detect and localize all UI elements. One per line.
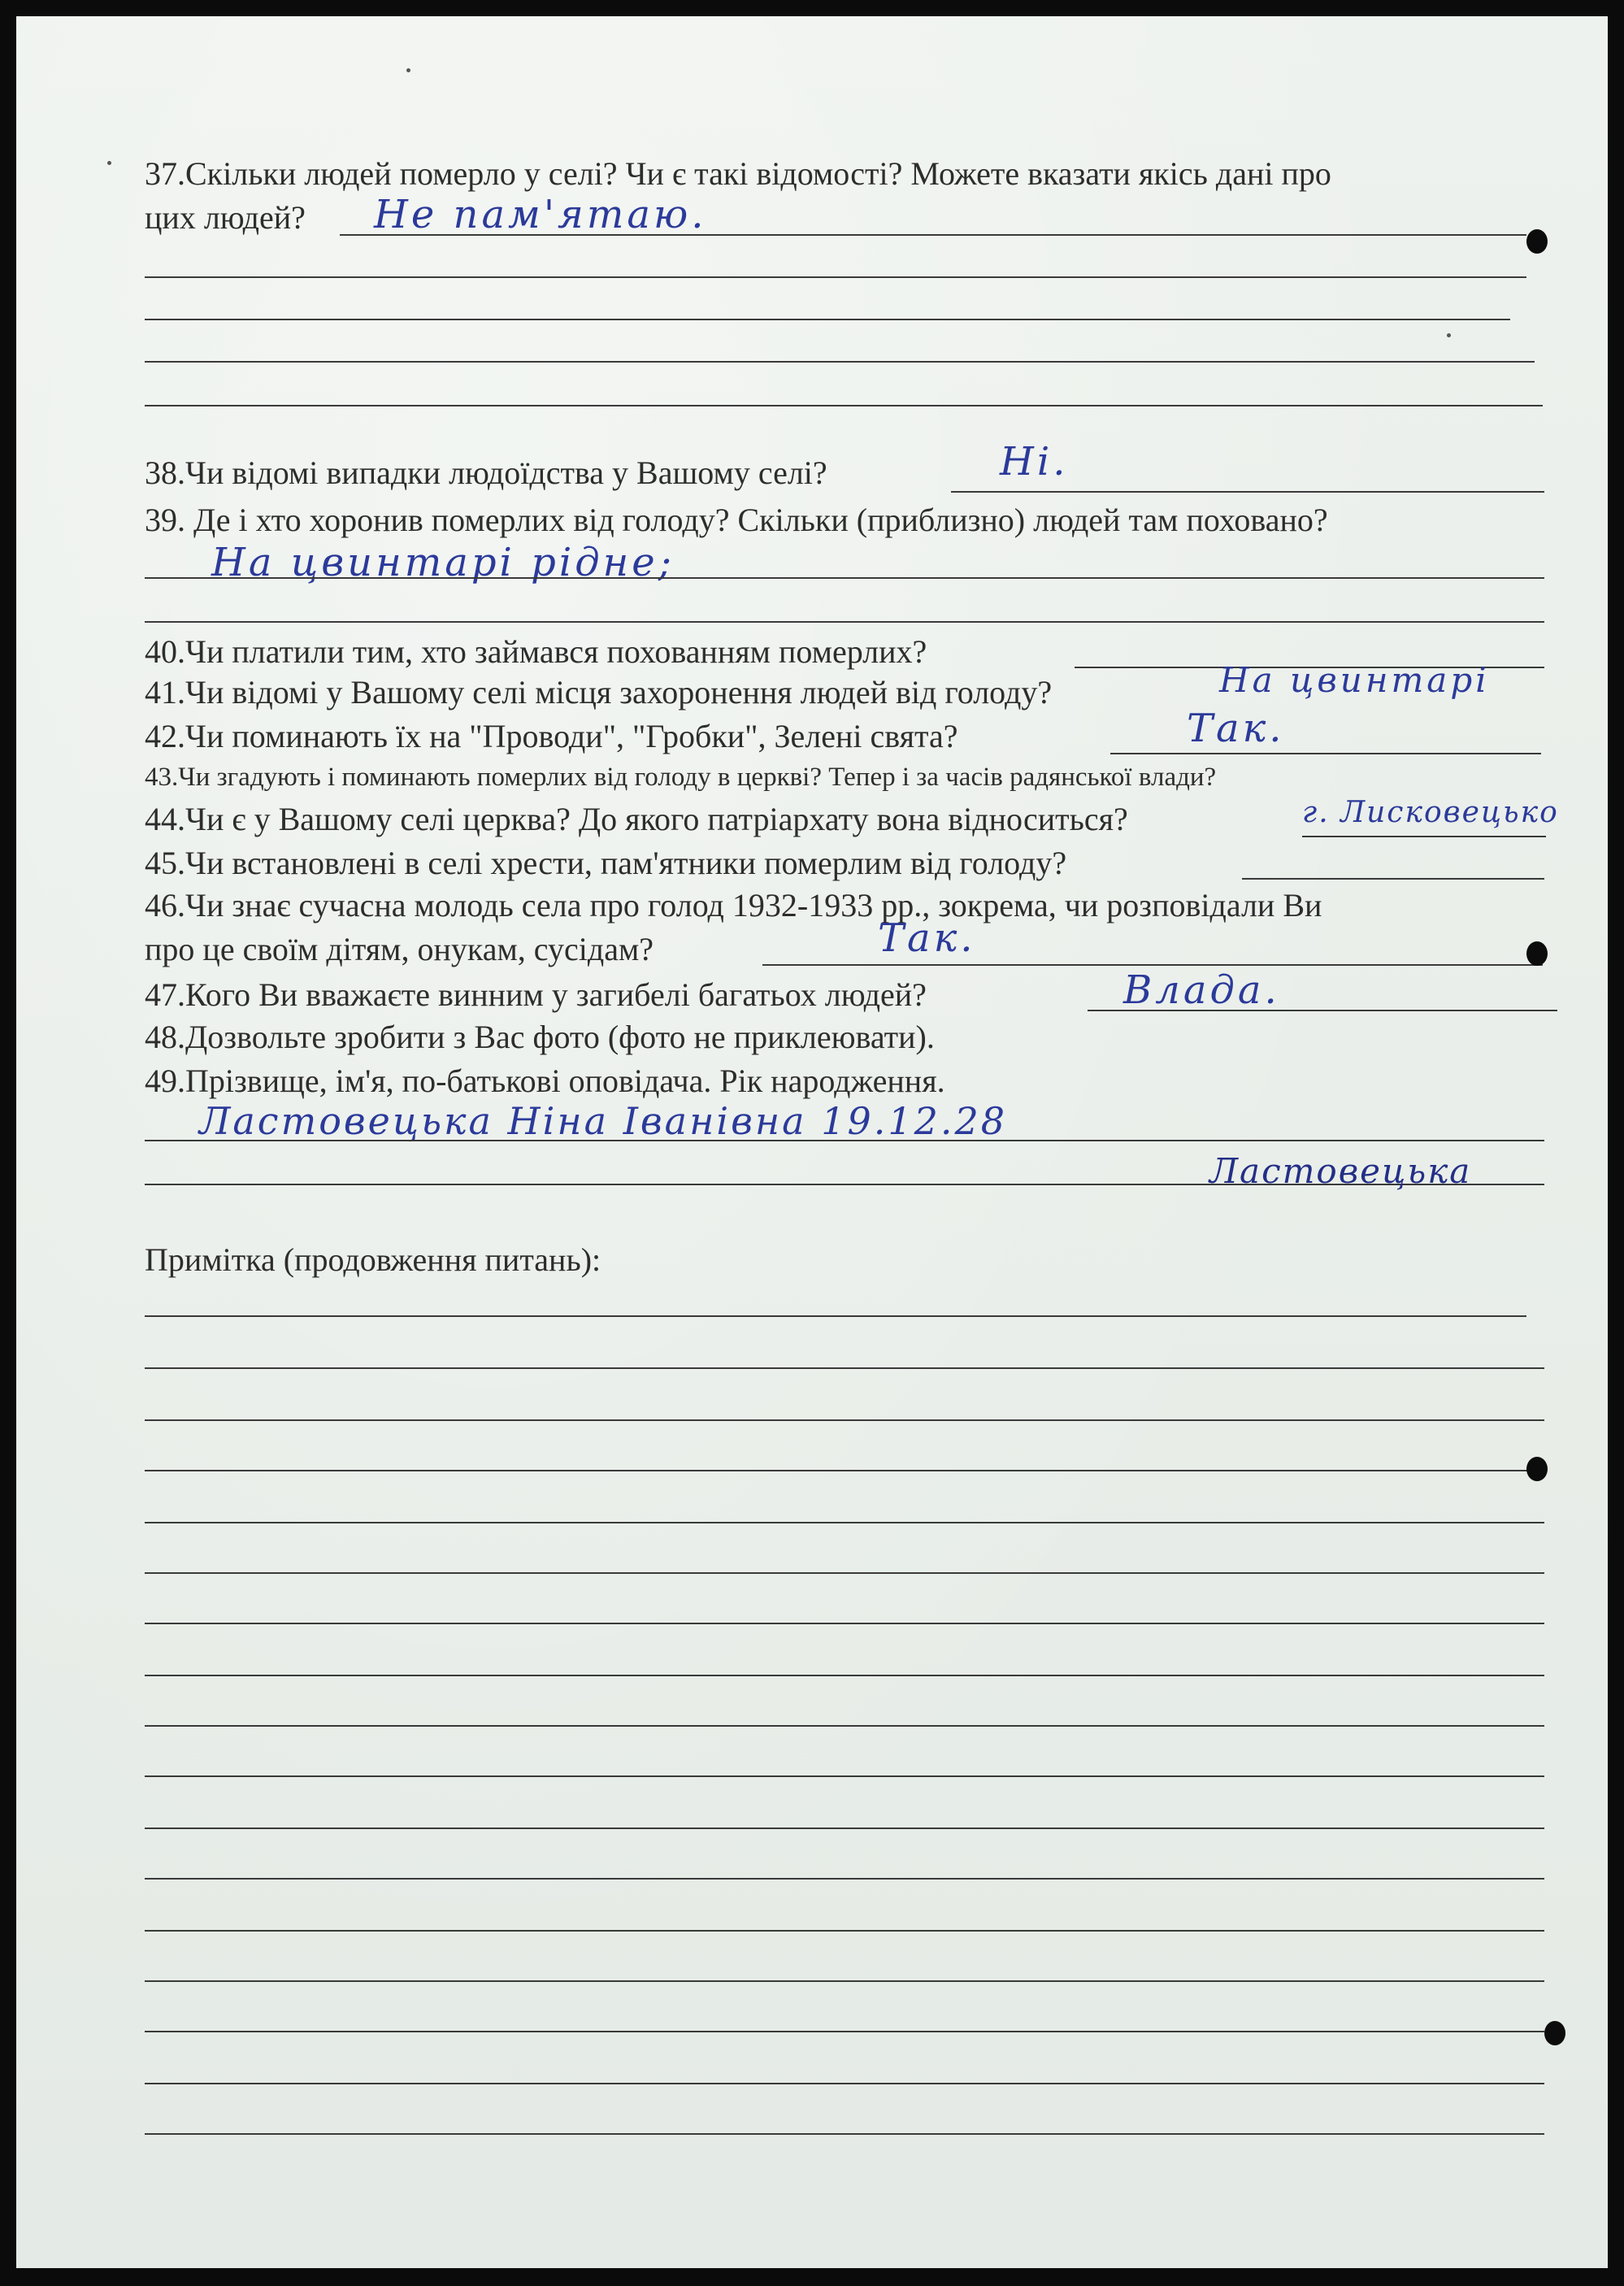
question-42-text: 42.Чи поминають їх на "Проводи", "Гробки", Зелені свята? xyxy=(145,718,958,754)
answer-38-handwritten: Ні. xyxy=(1000,439,1069,485)
answer-line xyxy=(1242,878,1544,880)
note-line xyxy=(145,1725,1544,1727)
note-line xyxy=(145,1367,1544,1369)
note-line xyxy=(145,2031,1544,2032)
signature: Ластовецька xyxy=(1209,1151,1472,1191)
answer-line xyxy=(145,405,1543,406)
answer-line xyxy=(1302,836,1546,837)
note-line xyxy=(145,1827,1544,1829)
question-49-text: 49.Прізвище, ім'я, по-батькові оповідача. Рік народження. xyxy=(145,1063,945,1099)
question-43-text: 43.Чи згадують і поминають померлих від голоду в церкві? Тепер і за часів радянської влади? xyxy=(145,763,1217,792)
answer-44-handwritten: г. Лисковецько xyxy=(1302,796,1559,829)
answer-37-handwritten: Не пам'ятаю. xyxy=(374,192,707,237)
question-46-text-cont: про це своїм дітям, онукам, сусідам? xyxy=(145,931,654,967)
question-41-text: 41.Чи відомі у Вашому селі місця захоронення людей від голоду? xyxy=(145,674,1053,711)
note-line xyxy=(145,1775,1544,1777)
question-45-text: 45.Чи встановлені в селі хрести, пам'ятники померлим від голоду? xyxy=(145,845,1067,881)
question-40-text: 40.Чи платили тим, хто займався похованням померлих? xyxy=(145,633,927,670)
answer-line xyxy=(145,319,1510,320)
note-line xyxy=(145,1623,1544,1624)
answer-46-handwritten: Так. xyxy=(878,915,976,961)
punch-hole xyxy=(1526,229,1548,254)
question-37-text: 37.Скільки людей померло у селі? Чи є такі відомості? Можете вказати якісь дані про xyxy=(145,155,1331,192)
answer-49-handwritten: Ластовецька Ніна Іванівна 19.12.28 xyxy=(199,1099,1008,1143)
margin-speck xyxy=(1447,333,1451,337)
answer-line xyxy=(145,361,1535,363)
note-line xyxy=(145,1522,1544,1523)
margin-speck xyxy=(406,68,410,72)
question-37-text-cont: цих людей? xyxy=(145,199,306,236)
answer-line xyxy=(145,577,1544,579)
answer-line xyxy=(145,1140,1544,1141)
questionnaire-page xyxy=(16,16,1608,2268)
note-heading: Примітка (продовження питань): xyxy=(145,1241,601,1278)
question-48-text: 48.Дозвольте зробити з Вас фото (фото не приклеювати). xyxy=(145,1019,935,1055)
note-line xyxy=(145,2133,1544,2135)
punch-hole xyxy=(1526,1457,1548,1481)
answer-line xyxy=(1110,753,1541,754)
answer-line xyxy=(951,491,1544,493)
punch-hole xyxy=(1526,941,1548,966)
question-44-text: 44.Чи є у Вашому селі церква? До якого патріархату вона відноситься? xyxy=(145,801,1128,837)
note-line xyxy=(145,1930,1544,1932)
answer-39-handwritten: На цвинтарі рідне; xyxy=(211,540,675,585)
punch-hole xyxy=(1544,2021,1565,2045)
answer-47-handwritten: Влада. xyxy=(1123,967,1280,1013)
question-46-text: 46.Чи знає сучасна молодь села про голод 1932-1933 рр., зокрема, чи розповідали Ви xyxy=(145,887,1322,924)
question-38-text: 38.Чи відомі випадки людоїдства у Вашому селі? xyxy=(145,454,827,491)
question-47-text: 47.Кого Ви вважаєте винним у загибелі багатьох людей? xyxy=(145,976,927,1013)
note-line xyxy=(145,1980,1544,1982)
note-line xyxy=(145,2083,1544,2084)
note-line xyxy=(145,1470,1544,1471)
answer-42-handwritten: Так. xyxy=(1187,706,1285,751)
margin-speck xyxy=(107,161,111,165)
note-line xyxy=(145,1419,1544,1421)
answer-line xyxy=(145,276,1526,278)
answer-line xyxy=(762,964,1543,966)
note-line xyxy=(145,1315,1526,1317)
question-39-text: 39. Де і хто хоронив померлих від голоду? Скільки (приблизно) людей там поховано? xyxy=(145,502,1328,538)
note-line xyxy=(145,1572,1544,1574)
answer-line xyxy=(145,621,1544,623)
note-line xyxy=(145,1878,1544,1880)
note-line xyxy=(145,1675,1544,1676)
answer-41-handwritten: На цвинтарі xyxy=(1219,660,1490,700)
